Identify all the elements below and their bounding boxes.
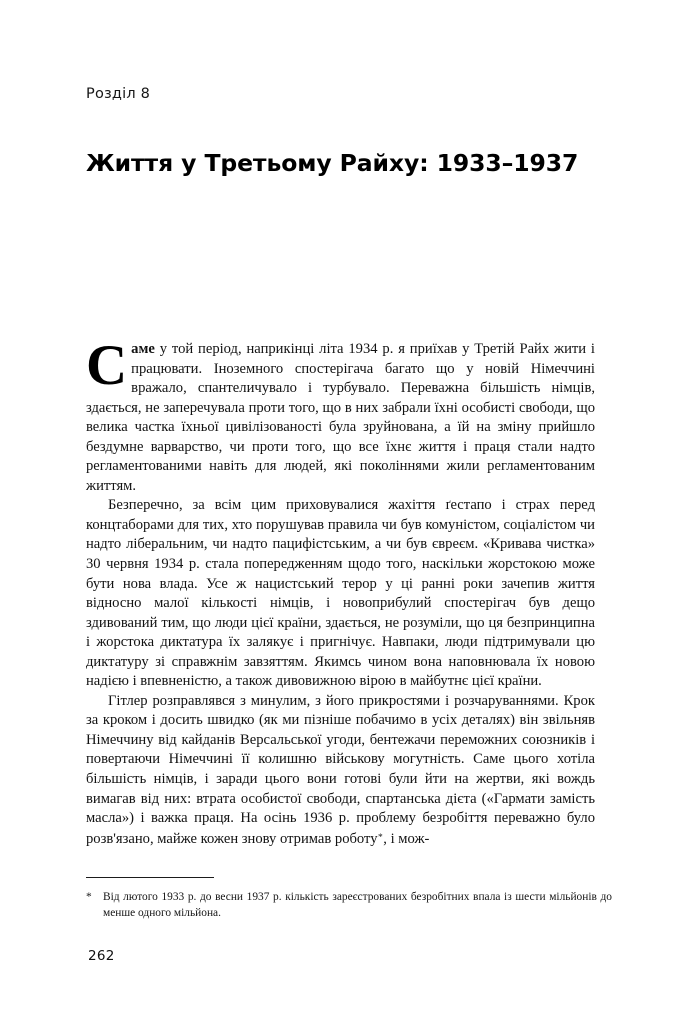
paragraph-1 (86, 334, 595, 496)
paragraph-2: Безперечно, за всім цим приховувалися жахіття ґестапо і страх перед концтаборами для тих, хто порушував правила чи був комуністом, соціалістом чи надто ліберальним, чи надто пацифістським, а чи був євреєм. «Кривава чистка» 30 червня 1934 р. стала попередженням щодо того, наскільки жорстокою може бути нова влада. Усе ж нацистський терор у ці ранні роки зачепив життя відносно малої кількості німців, і новоприбулий спостерігач був дещо здивований тим, що люди цієї країни, здається, не розуміли, що ця безпринципна і жорстока диктатура їх залякує і пригнічує. Навпаки, люди підтримували цю диктатуру зі справжнім завзяттям. Якимсь чином вона наповнювала їх новою надією і впевненістю, а також дивовижною вірою в майбутнє цієї країни. (86, 497, 595, 690)
drop-cap: С (86, 334, 128, 397)
page-title: Життя у Третьому Райху: 1933–1937 (86, 148, 579, 177)
paragraph-1-text: у той період, наприкінці літа 1934 р. я приїхав у Третій Райх жити і працювати. Іноземного спостерігача багато що у новій Німеччині вражало, спантеличувало і турбувало. Переважна більшість німців, здається, не заперечувала проти того, що в них забрали їхні особисті свободи, що велика частка їхньої цивілізованості була зруйнована, а їй на зміну прийшло бездумне варварство, чи проти того, що все їхнє життя і праця стали надто регламентованими навіть для людей, які поколіннями жили регламентованим життям. (86, 341, 595, 494)
footnote-separator-rule (86, 877, 214, 878)
footnote-text: Від лютого 1933 р. до весни 1937 р. кількість зареєстрованих безробітних впала із шести мільйонів до менше одного мільйона. (103, 891, 612, 919)
body-text-block (86, 334, 595, 849)
chapter-label: Розділ 8 (86, 86, 151, 102)
paragraph-3-text-before-footnote: Гітлер розправлявся з минулим, з його прикростями і розчаруваннями. Крок за кроком і досить швидко (як ми пізніше побачимо в усіх деталях) він звільняв Німеччину від кайданів Версальської угоди, бентежачи переможних союзників і повертаючи Німеччині її колишню військову могутність. Саме цього хотіла більшість німців, і заради цього вони готові були йти на жертви, які вождь вимагав від них: втрата особистої свободи, спартанська дієта («Гармати замість масла») і важка праця. На осінь 1936 р. проблему безробіття переважно було розв'язано, майже кожен знову отримав роботу (86, 692, 595, 847)
page-number: 262 (88, 948, 115, 964)
footnote-marker: * (86, 891, 92, 903)
paragraph-1-lead-in: аме (131, 341, 155, 357)
paragraph-3 (86, 692, 595, 849)
footnote (86, 890, 612, 921)
footnote-reference-marker[interactable]: * (378, 832, 383, 843)
paragraph-3-text-after-footnote: , і мож- (383, 830, 430, 847)
